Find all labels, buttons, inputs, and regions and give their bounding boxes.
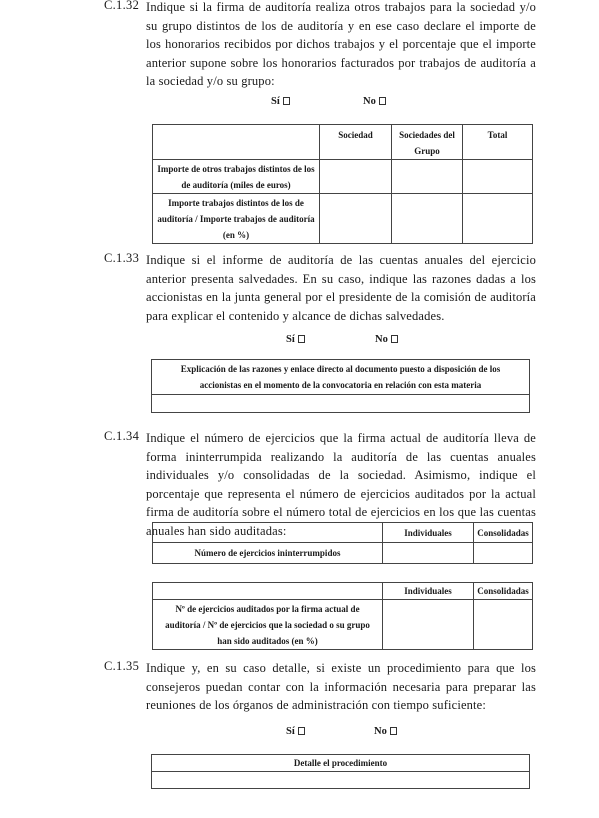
fees-header-total: Total [463,125,533,160]
yes-option-c133[interactable] [286,334,305,345]
fees-cell[interactable] [320,160,392,194]
checkbox-icon[interactable] [283,97,290,105]
salvedades-header: Explicación de las razones y enlace directo al documento puesto a disposición de los accionistas en el momento de la convocatoria en relación con esta materia [152,360,530,395]
fees-cell[interactable] [463,194,533,244]
checkbox-icon[interactable] [298,335,305,343]
no-option-c132[interactable] [363,96,386,107]
years-table [152,522,533,564]
yes-label: Sí [286,334,295,345]
section-code-c133: C.1.33 [104,251,140,265]
fees-cell[interactable] [463,160,533,194]
procedure-header: Detalle el procedimiento [152,755,530,772]
checkbox-icon[interactable] [298,727,305,735]
yes-option-c135[interactable] [286,726,305,737]
percentage-table [152,582,533,650]
no-label: No [375,334,388,345]
yes-label: Sí [286,726,295,737]
no-label: No [363,96,376,107]
section-text-c134: Indique el número de ejercicios que la firma actual de auditoría lleva de forma ininterrumpida realizando la auditoría de las cuentas anuales individuales y/o consolidadas de la sociedad. Asimismo, indique el porcentaje que representa el número de ejercicios auditados por la actual firma de auditoría sobre el número total de ejercicios en los que las cuentas anuales han sido auditadas: [146,431,536,538]
section-text-c132: Indique si la firma de auditoría realiza otros trabajos para la sociedad y/o su grupo distintos de los de auditoría y en ese caso declare el importe de los honorarios recibidos por dichos trabajos y el porcentaje que el importe anterior supone sobre los honorarios facturados por trabajos de auditoría a la sociedad y/o su grupo: [146,0,536,89]
fees-row-label: Importe de otros trabajos distintos de los de auditoría (miles de euros) [153,160,320,194]
fees-header-sociedad: Sociedad [320,125,392,160]
percentage-header-individuales: Individuales [383,583,474,600]
procedure-cell[interactable] [152,772,530,789]
salvedades-cell[interactable] [152,395,530,413]
percentage-row-label: Nº de ejercicios auditados por la firma actual de auditoría / Nº de ejercicios que la sociedad o su grupo han sido auditados (en %) [153,600,383,650]
percentage-header-empty [153,583,383,600]
procedure-table [151,754,530,789]
section-text-c135: Indique y, en su caso detalle, si existe un procedimiento para que los consejeros puedan contar con la información necesaria para preparar las reuniones de los órganos de administración con tiempo suficiente: [146,661,536,713]
section-text-c133: Indique si el informe de auditoría de las cuentas anuales del ejercicio anterior presenta salvedades. En su caso, indique las razones dadas a los accionistas en la junta general por el presidente de la comisión de auditoría para explicar el contenido y alcance de dichas salvedades. [146,253,536,323]
section-code-c134: C.1.34 [104,429,140,443]
fees-cell[interactable] [392,160,463,194]
section-code-c132: C.1.32 [104,0,140,12]
yes-label: Sí [271,96,280,107]
checkbox-icon[interactable] [379,97,386,105]
years-cell[interactable] [383,543,474,564]
fees-table [152,124,533,244]
fees-row-label: Importe trabajos distintos de los de auditoría / Importe trabajos de auditoría (en %) [153,194,320,244]
fees-header-empty [153,125,320,160]
checkbox-icon[interactable] [390,727,397,735]
fees-header-grupo: Sociedades del Grupo [392,125,463,160]
percentage-cell[interactable] [474,600,533,650]
fees-cell[interactable] [392,194,463,244]
salvedades-table [151,359,530,413]
no-option-c135[interactable] [374,726,397,737]
years-header-consolidadas: Consolidadas [474,523,533,543]
fees-cell[interactable] [320,194,392,244]
no-option-c133[interactable] [375,334,398,345]
percentage-header-consolidadas: Consolidadas [474,583,533,600]
years-header-individuales: Individuales [383,523,474,543]
section-code-c135: C.1.35 [104,659,140,673]
yes-option-c132[interactable] [271,96,290,107]
years-cell[interactable] [474,543,533,564]
checkbox-icon[interactable] [391,335,398,343]
years-header-empty [153,523,383,543]
percentage-cell[interactable] [383,600,474,650]
years-row-label: Número de ejercicios ininterrumpidos [153,543,383,564]
no-label: No [374,726,387,737]
